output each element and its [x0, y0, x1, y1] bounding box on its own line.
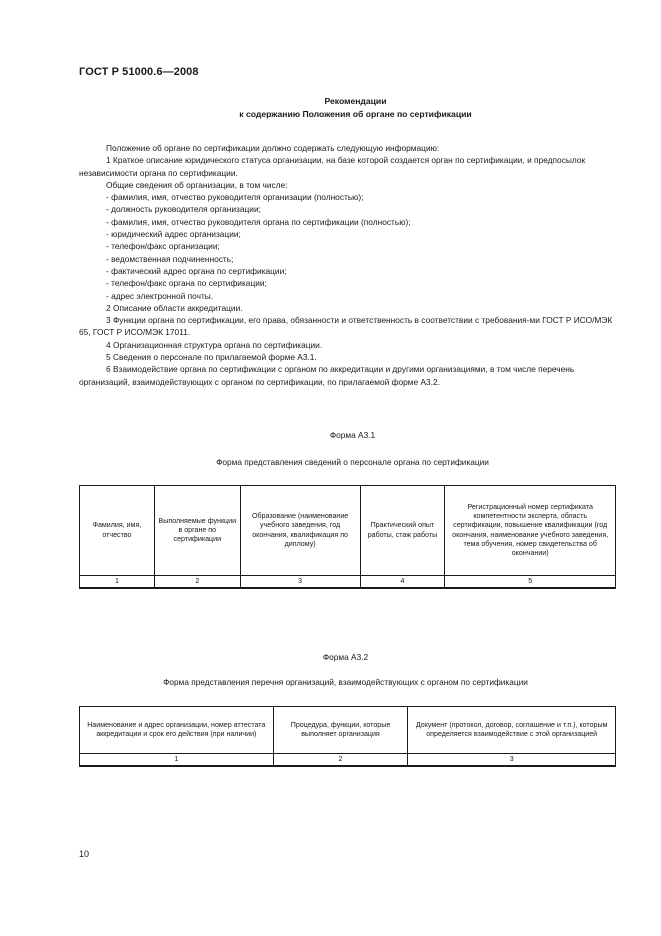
list-item: - ведомственная подчиненность;	[106, 253, 234, 264]
form-a3-2-title: Форма представления перечня организаций, взаимодействующих с органом по сертификации	[163, 677, 528, 687]
recommendations-subtitle: к содержанию Положения об органе по сертификации	[239, 109, 472, 119]
body-text	[79, 142, 615, 388]
list-item: - должность руководителя организации;	[106, 204, 261, 215]
table-cell: 3	[408, 754, 616, 767]
item-3-paragraph: 3 Функции органа по сертификации, его права, обязанности и ответственность в соответствии с требования-ми ГОСТ Р ИСО/МЭК 65, ГОСТ Р ИСО/МЭК 17011.	[79, 315, 613, 338]
general-info-paragraph: Общие сведения об организации, в том числе:	[106, 179, 288, 190]
table-cell: 2	[273, 754, 408, 767]
page-number: 10	[79, 849, 90, 859]
form-a3-1-label: Форма А3.1	[329, 430, 376, 440]
item-6-paragraph: 6 Взаимодействие органа по сертификации с органом по аккредитации и другими организациями, в том числе перечень организаций, взаимодействующих с органом по сертификации, по прилагаемой форме А3.2.	[79, 364, 575, 387]
list-item: - фамилия, имя, отчество руководителя организации (полностью);	[106, 192, 364, 203]
item-2-paragraph: 2 Описание области аккредитации.	[106, 302, 243, 313]
list-item: - адрес электронной почты.	[106, 290, 214, 301]
item-1-paragraph: 1 Краткое описание юридического статуса организации, на базе которой создается орган по сертификации, и предпосылок независимости органа по сертификации.	[79, 155, 586, 178]
table-cell: 1	[80, 576, 155, 589]
list-item: - фактический адрес органа по сертификации;	[106, 265, 287, 276]
item-4-paragraph: 4 Организационная структура органа по сертификации.	[106, 339, 323, 350]
table-cell: 3	[240, 576, 360, 589]
recommendations-title: Рекомендации	[324, 96, 387, 106]
table-row	[80, 576, 616, 589]
table-header-cell: Фамилия, имя, отчество	[80, 486, 155, 576]
list-item: - юридический адрес организации;	[106, 229, 241, 240]
table-cell: 1	[80, 754, 274, 767]
table-header-cell: Документ (протокол, договор, соглашение и т.п.), которым определяется взаимодействие с этой организацией	[408, 707, 616, 754]
personnel-form-table	[79, 485, 616, 589]
table-header-cell: Регистрационный номер сертификата компетентности эксперта, область сертификации, повышение квалификации (год окончания, наименование учебного заведения, тема обучения, номер свидетельства об окончании)	[445, 486, 616, 576]
table-header-cell: Практический опыт работы, стаж работы	[360, 486, 445, 576]
list-item: - телефон/факс организации;	[106, 241, 220, 252]
table-cell: 2	[154, 576, 240, 589]
table-header-cell: Образование (наименование учебного заведения, год окончания, квалификация по диплому)	[240, 486, 360, 576]
item-5-paragraph: 5 Сведения о персонале по прилагаемой форме А3.1.	[106, 352, 317, 363]
table-cell: 4	[360, 576, 445, 589]
form-a3-1-title: Форма представления сведений о персонале органа по сертификации	[216, 457, 489, 467]
table-cell: 5	[445, 576, 616, 589]
table-header-cell: Выполняемые функции в органе по сертификации	[154, 486, 240, 576]
document-number: ГОСТ Р 51000.6—2008	[79, 66, 199, 78]
organizations-form-table	[79, 706, 616, 767]
table-header-row	[80, 486, 616, 576]
table-header-cell: Наименование и адрес организации, номер аттестата аккредитации и срок его действия (при наличии)	[80, 707, 274, 754]
table-header-row	[80, 707, 616, 754]
intro-paragraph: Положение об органе по сертификации должно содержать следующую информацию:	[106, 143, 440, 153]
table-header-cell: Процедура, функции, которые выполняет организация	[273, 707, 408, 754]
list-item: - фамилия, имя, отчество руководителя органа по сертификации (полностью);	[106, 216, 411, 227]
table-row	[80, 754, 616, 767]
list-item: - телефон/факс органа по сертификации;	[106, 278, 267, 289]
form-a3-2-label: Форма А3.2	[322, 652, 369, 662]
